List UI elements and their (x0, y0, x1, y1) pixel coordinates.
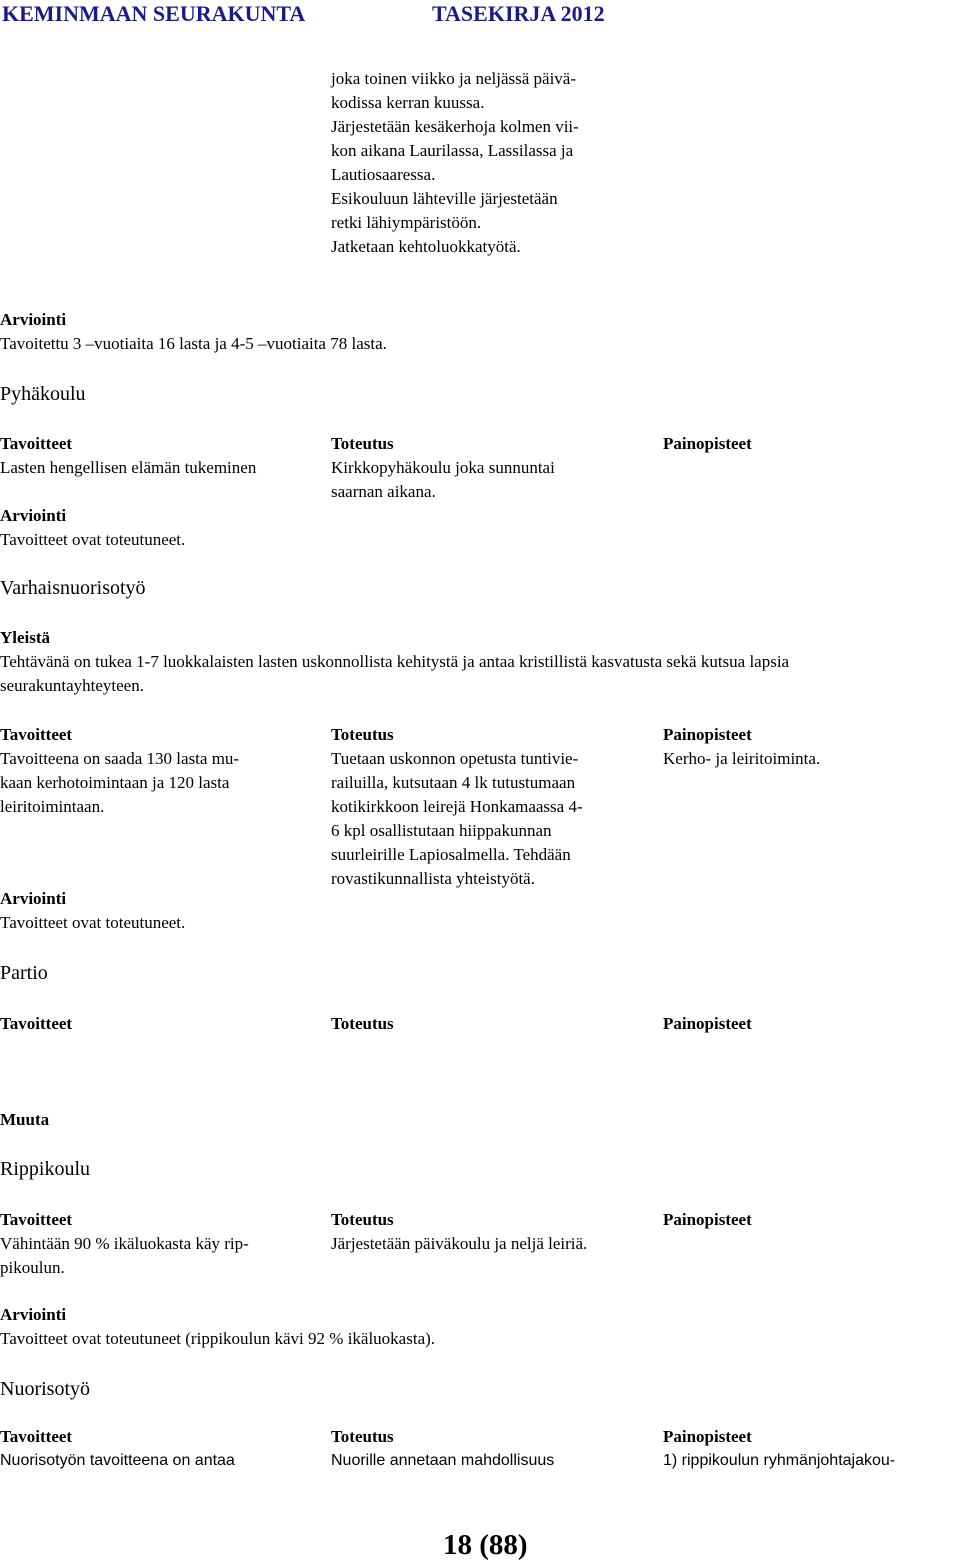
arviointi-text: Tavoitettu 3 –vuotiaita 16 lasta ja 4-5 –vuotiaita 78 lasta. (0, 334, 387, 353)
section-title-rippikoulu: Rippikoulu (0, 1158, 91, 1180)
toteutus-text (331, 747, 583, 891)
section-title-pyhakoulu: Pyhäkoulu (0, 383, 86, 405)
text-line: 6 kpl osallistutaan hiippakunnan (331, 821, 552, 840)
text-line: railuilla, kutsutaan 4 lk tutustumaan (331, 773, 576, 792)
col-header-tavoitteet: Tavoitteet (0, 1014, 73, 1033)
section-title-nuorisotyo: Nuorisotyö (0, 1378, 90, 1400)
text-line: joka toinen viikko ja neljässä päivä- (331, 69, 577, 88)
text-line: Kirkkopyhäkoulu joka sunnuntai (331, 458, 555, 477)
text-line: Jatketaan kehtoluokkatyötä. (331, 237, 521, 256)
toteutus-text (331, 456, 555, 504)
text-line: Lautiosaaressa. (331, 165, 436, 184)
yleista-text (0, 650, 789, 698)
text-line: rovastikunnallista yhteistyötä. (331, 869, 535, 888)
col-header-tavoitteet: Tavoitteet (0, 1210, 73, 1229)
col-header-painopisteet: Painopisteet (663, 725, 752, 744)
col-header-painopisteet: Painopisteet (663, 1014, 752, 1033)
arviointi-heading: Arviointi (0, 889, 67, 908)
text-line: saarnan aikana. (331, 482, 436, 501)
col-header-toteutus: Toteutus (331, 434, 394, 453)
col-header-tavoitteet: Tavoitteet (0, 434, 73, 453)
text-line: kaan kerhotoimintaan ja 120 lasta (0, 773, 230, 792)
col-header-tavoitteet: Tavoitteet (0, 725, 73, 744)
text-line: Esikouluun lähteville järjestetään (331, 189, 558, 208)
section-title-varhaisnuorisotyo: Varhaisnuorisotyö (0, 577, 146, 599)
arviointi-text: Tavoitteet ovat toteutuneet. (0, 530, 186, 549)
painopisteet-text: Kerho- ja leiritoiminta. (663, 749, 821, 768)
arviointi-heading: Arviointi (0, 310, 67, 329)
tavoitteet-text: Lasten hengellisen elämän tukeminen (0, 458, 257, 477)
col-header-painopisteet: Painopisteet (663, 1427, 752, 1446)
col-header-painopisteet: Painopisteet (663, 1210, 752, 1229)
toteutus-text: Järjestetään päiväkoulu ja neljä leiriä. (331, 1234, 588, 1253)
painopisteet-text: 1) rippikoulun ryhmänjohtajakou- (663, 1452, 896, 1469)
page-number: 18 (88) (443, 1529, 528, 1561)
col-header-tavoitteet: Tavoitteet (0, 1427, 73, 1446)
arviointi-text: Tavoitteet ovat toteutuneet (rippikoulun kävi 92 % ikäluokasta). (0, 1329, 436, 1348)
text-line: Tavoitteena on saada 130 lasta mu- (0, 749, 240, 768)
continuation-text-block (331, 67, 579, 259)
section-title-muuta: Muuta (0, 1110, 50, 1129)
col-header-painopisteet: Painopisteet (663, 434, 752, 453)
col-header-toteutus: Toteutus (331, 1210, 394, 1229)
arviointi-heading: Arviointi (0, 506, 67, 525)
yleista-heading: Yleistä (0, 628, 51, 647)
section-title-partio: Partio (0, 962, 48, 984)
text-line: Tuetaan uskonnon opetusta tuntivie- (331, 749, 579, 768)
text-line: kodissa kerran kuussa. (331, 93, 485, 112)
header-doc-title: TASEKIRJA 2012 (432, 1, 605, 26)
text-line: seurakuntayhteyteen. (0, 676, 144, 695)
text-line: Vähintään 90 % ikäluokasta käy rip- (0, 1234, 249, 1253)
toteutus-text: Nuorille annetaan mahdollisuus (331, 1452, 555, 1469)
arviointi-text: Tavoitteet ovat toteutuneet. (0, 913, 186, 932)
tavoitteet-text (0, 747, 239, 819)
col-header-toteutus: Toteutus (331, 725, 394, 744)
header-org-name: KEMINMAAN SEURAKUNTA (2, 1, 306, 26)
tavoitteet-text: Nuorisotyön tavoitteena on antaa (0, 1452, 235, 1469)
col-header-toteutus: Toteutus (331, 1014, 394, 1033)
text-line: kon aikana Laurilassa, Lassilassa ja (331, 141, 574, 160)
arviointi-heading: Arviointi (0, 1305, 67, 1324)
tavoitteet-text (0, 1232, 249, 1280)
text-line: retki lähiympäristöön. (331, 213, 482, 232)
text-line: kotikirkkoon leirejä Honkamaassa 4- (331, 797, 583, 816)
text-line: pikoulun. (0, 1258, 65, 1277)
text-line: Tehtävänä on tukea 1-7 luokkalaisten lasten uskonnollista kehitystä ja antaa kristillistä kasvatusta sekä kutsua lapsia (0, 652, 790, 671)
text-line: Järjestetään kesäkerhoja kolmen vii- (331, 117, 579, 136)
text-line: leiritoimintaan. (0, 797, 105, 816)
text-line: suurleirille Lapiosalmella. Tehdään (331, 845, 571, 864)
col-header-toteutus: Toteutus (331, 1427, 394, 1446)
